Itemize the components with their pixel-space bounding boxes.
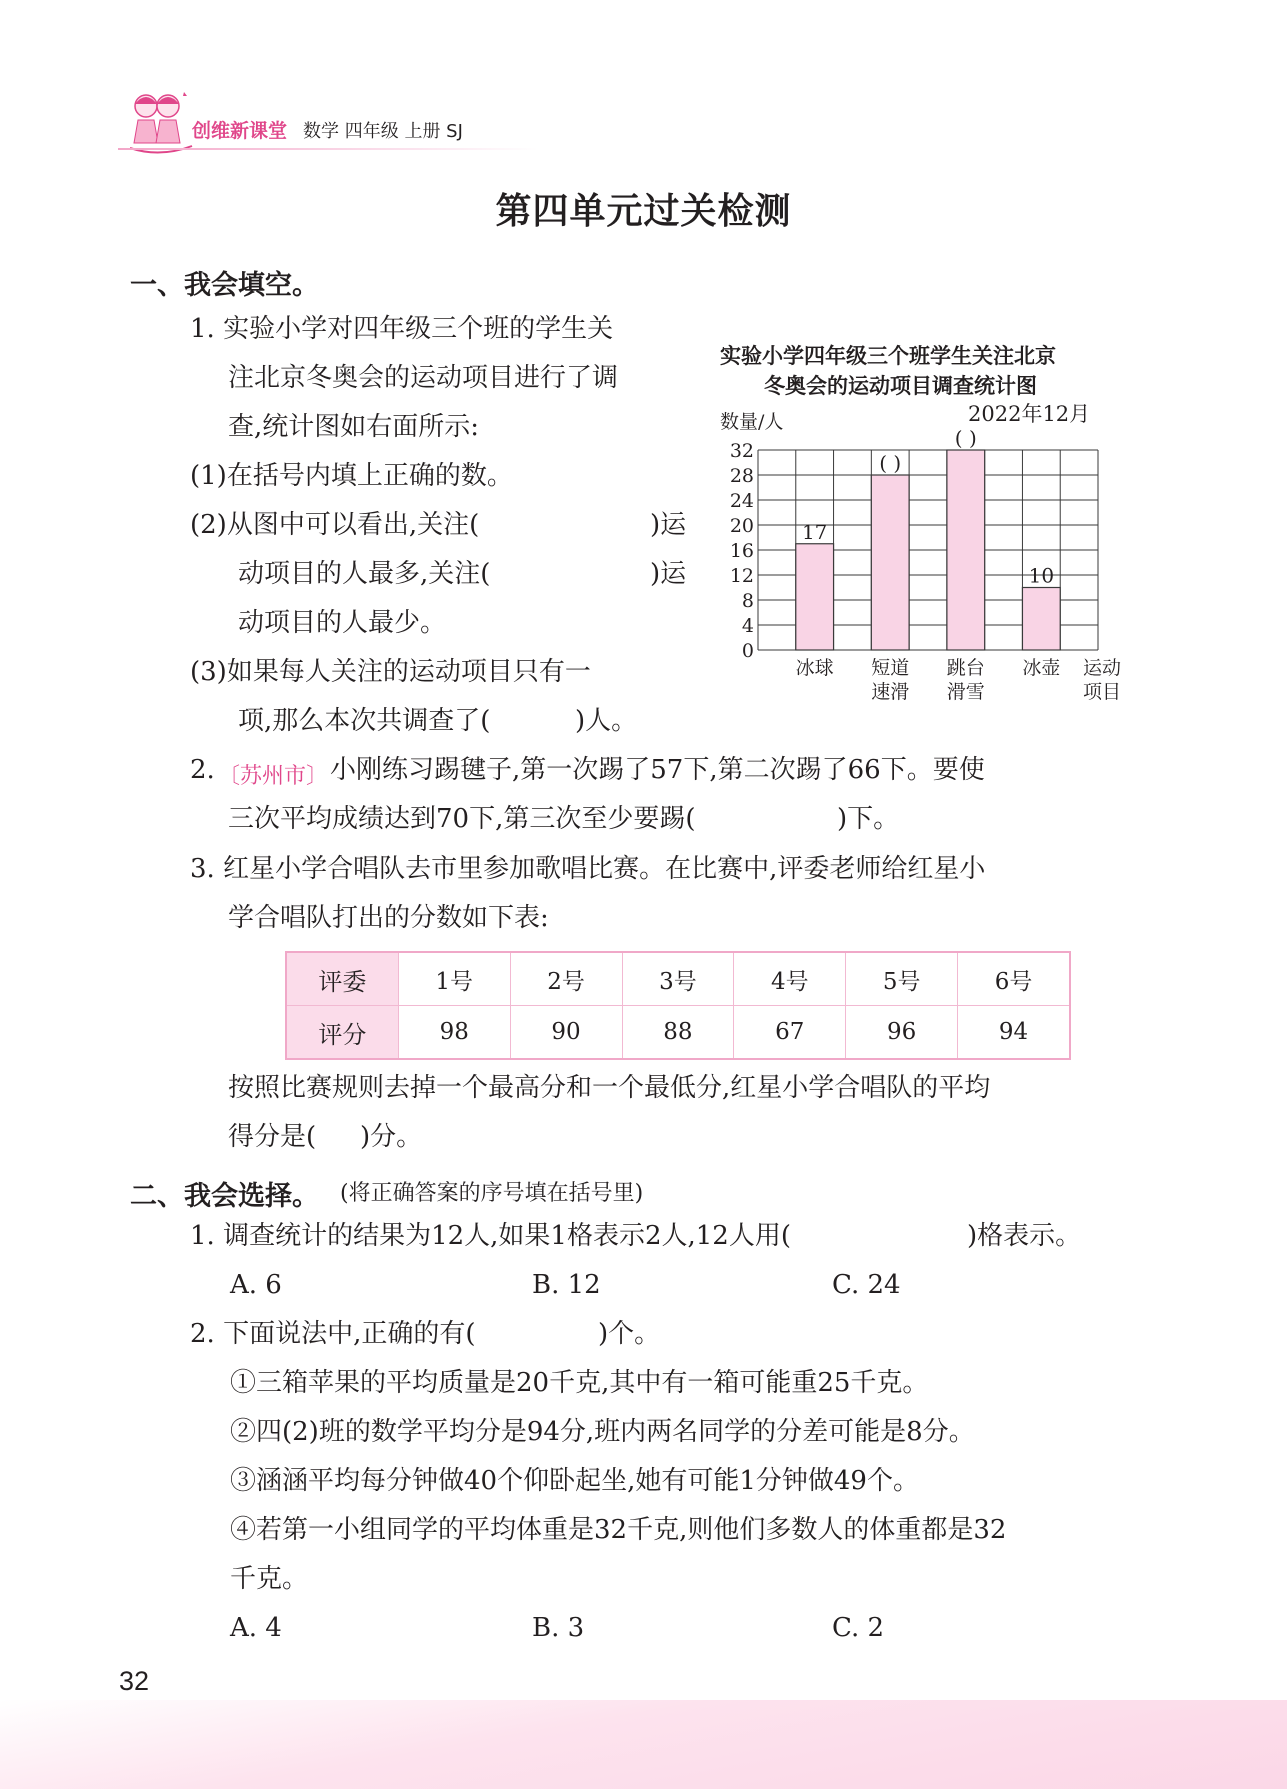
q1-line-3: 查,统计图如右面所示: xyxy=(228,412,480,442)
region-tag: 〔苏州市〕 xyxy=(218,764,329,789)
chart-x-axis-label: 项目 xyxy=(1082,681,1122,703)
table-cell: 5号 xyxy=(846,952,958,1006)
chart-y-tick-label: 0 xyxy=(741,640,754,662)
q1-line-2: 注北京冬奥会的运动项目进行了调 xyxy=(228,363,619,393)
chart-bar xyxy=(796,544,834,650)
table-cell: 6号 xyxy=(958,952,1070,1006)
q1-sub-2-line-1-end: )运 xyxy=(650,510,687,540)
table-cell: 4号 xyxy=(734,952,846,1006)
s2-q2-statement-4: ④若第一小组同学的平均体重是32千克,则他们多数人的体重都是32 xyxy=(230,1515,1007,1545)
chart-data-label: ( ) xyxy=(879,451,902,475)
s2-q2-option-c: C. 2 xyxy=(832,1613,885,1643)
q1-sub-3-line-2: 项,那么本次共调查了( xyxy=(238,706,491,736)
page-number: 32 xyxy=(119,1666,150,1696)
chart-y-tick-label: 20 xyxy=(729,515,754,537)
q3-line-4: 得分是( xyxy=(228,1122,317,1152)
table-cell: 2号 xyxy=(510,952,622,1006)
q2-number: 2. xyxy=(190,755,215,785)
brand-name: 创维新课堂 xyxy=(192,120,288,142)
chart-category-label: 冰壶 xyxy=(1022,657,1061,679)
table-row-judges xyxy=(286,952,1070,1006)
table-cell: 94 xyxy=(958,1006,1070,1060)
chart-y-tick-label: 12 xyxy=(729,565,754,587)
chart-y-tick-label: 28 xyxy=(729,465,754,487)
q1-sub-3-line-2-end: )人。 xyxy=(575,706,638,736)
q1-sub-3-line-1: (3)如果每人关注的运动项目只有一 xyxy=(190,657,591,687)
chart-title-line-1: 实验小学四年级三个班学生关注北京 xyxy=(720,344,1056,368)
q1-sub-2-line-3: 动项目的人最少。 xyxy=(238,608,447,638)
q3-line-1: 3. 红星小学合唱队去市里参加歌唱比赛。在比赛中,评委老师给红星小 xyxy=(190,854,986,884)
s2-q2-option-b: B. 3 xyxy=(532,1613,585,1643)
s2-q2-line: 2. 下面说法中,正确的有( xyxy=(190,1319,476,1349)
s2-q2-statement-1: ①三箱苹果的平均质量是20千克,其中有一箱可能重25千克。 xyxy=(230,1368,929,1398)
footer-band xyxy=(0,1700,1287,1789)
chart-category-label: 滑雪 xyxy=(946,681,985,703)
q3-line-2: 学合唱队打出的分数如下表: xyxy=(228,903,549,933)
chart-y-axis-label: 数量/人 xyxy=(720,411,784,433)
section-2-heading: 二、我会选择。 xyxy=(130,1181,319,1212)
chart-data-label: ( ) xyxy=(954,426,977,450)
table-cell: 1号 xyxy=(398,952,510,1006)
chart-data-label: 10 xyxy=(1028,563,1055,588)
table-cell: 3号 xyxy=(622,952,734,1006)
s2-q1-option-a: A. 6 xyxy=(230,1270,282,1300)
table-row-header: 评委 xyxy=(286,952,398,1006)
q1-sub-1: (1)在括号内填上正确的数。 xyxy=(190,461,513,491)
s2-q2-statement-2: ②四(2)班的数学平均分是94分,班内两名同学的分差可能是8分。 xyxy=(230,1417,975,1447)
table-cell: 96 xyxy=(846,1006,958,1060)
q3-line-4-end: )分。 xyxy=(360,1122,423,1152)
s2-q2-option-a: A. 4 xyxy=(230,1613,282,1643)
table-cell: 90 xyxy=(510,1006,622,1060)
s2-q2-statement-4-cont: 千克。 xyxy=(230,1564,309,1594)
chart-bar xyxy=(1022,588,1060,651)
q3-line-3: 按照比赛规则去掉一个最高分和一个最低分,红星小学合唱队的平均 xyxy=(228,1073,991,1103)
chart-x-axis-label: 运动 xyxy=(1082,657,1122,679)
table-cell: 98 xyxy=(398,1006,510,1060)
chart-date: 2022年12月 xyxy=(968,402,1091,426)
table-cell: 88 xyxy=(622,1006,734,1060)
q2-line-2-end: )下。 xyxy=(837,804,900,834)
q1-sub-2-line-2: 动项目的人最多,关注( xyxy=(238,559,491,589)
score-table xyxy=(285,951,1071,1060)
q2-line-2: 三次平均成绩达到70下,第三次至少要踢( xyxy=(228,804,696,834)
section-1-heading: 一、我会填空。 xyxy=(130,270,319,301)
s2-q2-line-end: )个。 xyxy=(598,1319,661,1349)
q1-line-1: 1. 实验小学对四年级三个班的学生关 xyxy=(190,314,614,344)
chart-bar xyxy=(947,450,985,650)
section-2-note: (将正确答案的序号填在括号里) xyxy=(340,1181,644,1206)
table-row-header: 评分 xyxy=(286,1006,398,1060)
chart-y-tick-label: 32 xyxy=(729,440,754,462)
chart-y-tick-label: 16 xyxy=(729,540,754,562)
header-divider xyxy=(118,148,538,150)
chart-category-label: 跳台 xyxy=(946,657,985,679)
chart-y-tick-label: 8 xyxy=(741,590,754,612)
table-cell: 67 xyxy=(734,1006,846,1060)
chart-y-tick-label: 4 xyxy=(741,615,754,637)
s2-q1-line: 1. 调查统计的结果为12人,如果1格表示2人,12人用( xyxy=(190,1221,791,1251)
chart-y-tick-label: 24 xyxy=(729,490,754,512)
q2-line-1: 小刚练习踢毽子,第一次踢了57下,第二次踢了66下。要使 xyxy=(330,755,985,785)
s2-q1-option-c: C. 24 xyxy=(832,1270,901,1300)
chart-category-label: 速滑 xyxy=(871,681,910,703)
chart-category-label: 冰球 xyxy=(795,657,834,679)
chart-bar xyxy=(871,475,909,650)
chart-data-label: 17 xyxy=(801,519,828,544)
chart-category-label: 短道 xyxy=(871,657,910,679)
chart-title-line-2: 冬奥会的运动项目调查统计图 xyxy=(764,374,1037,398)
s2-q1-option-b: B. 12 xyxy=(532,1270,601,1300)
bar-chart xyxy=(700,410,1130,710)
book-info: 数学 四年级 上册 SJ xyxy=(303,121,463,142)
table-row-scores xyxy=(286,1006,1070,1060)
s2-q1-line-end: )格表示。 xyxy=(967,1221,1082,1251)
s2-q2-statement-3: ③涵涵平均每分钟做40个仰卧起坐,她有可能1分钟做49个。 xyxy=(230,1466,919,1496)
q1-sub-2-line-1: (2)从图中可以看出,关注( xyxy=(190,510,480,540)
page-title: 第四单元过关检测 xyxy=(495,191,792,232)
q1-sub-2-line-2-end: )运 xyxy=(650,559,687,589)
